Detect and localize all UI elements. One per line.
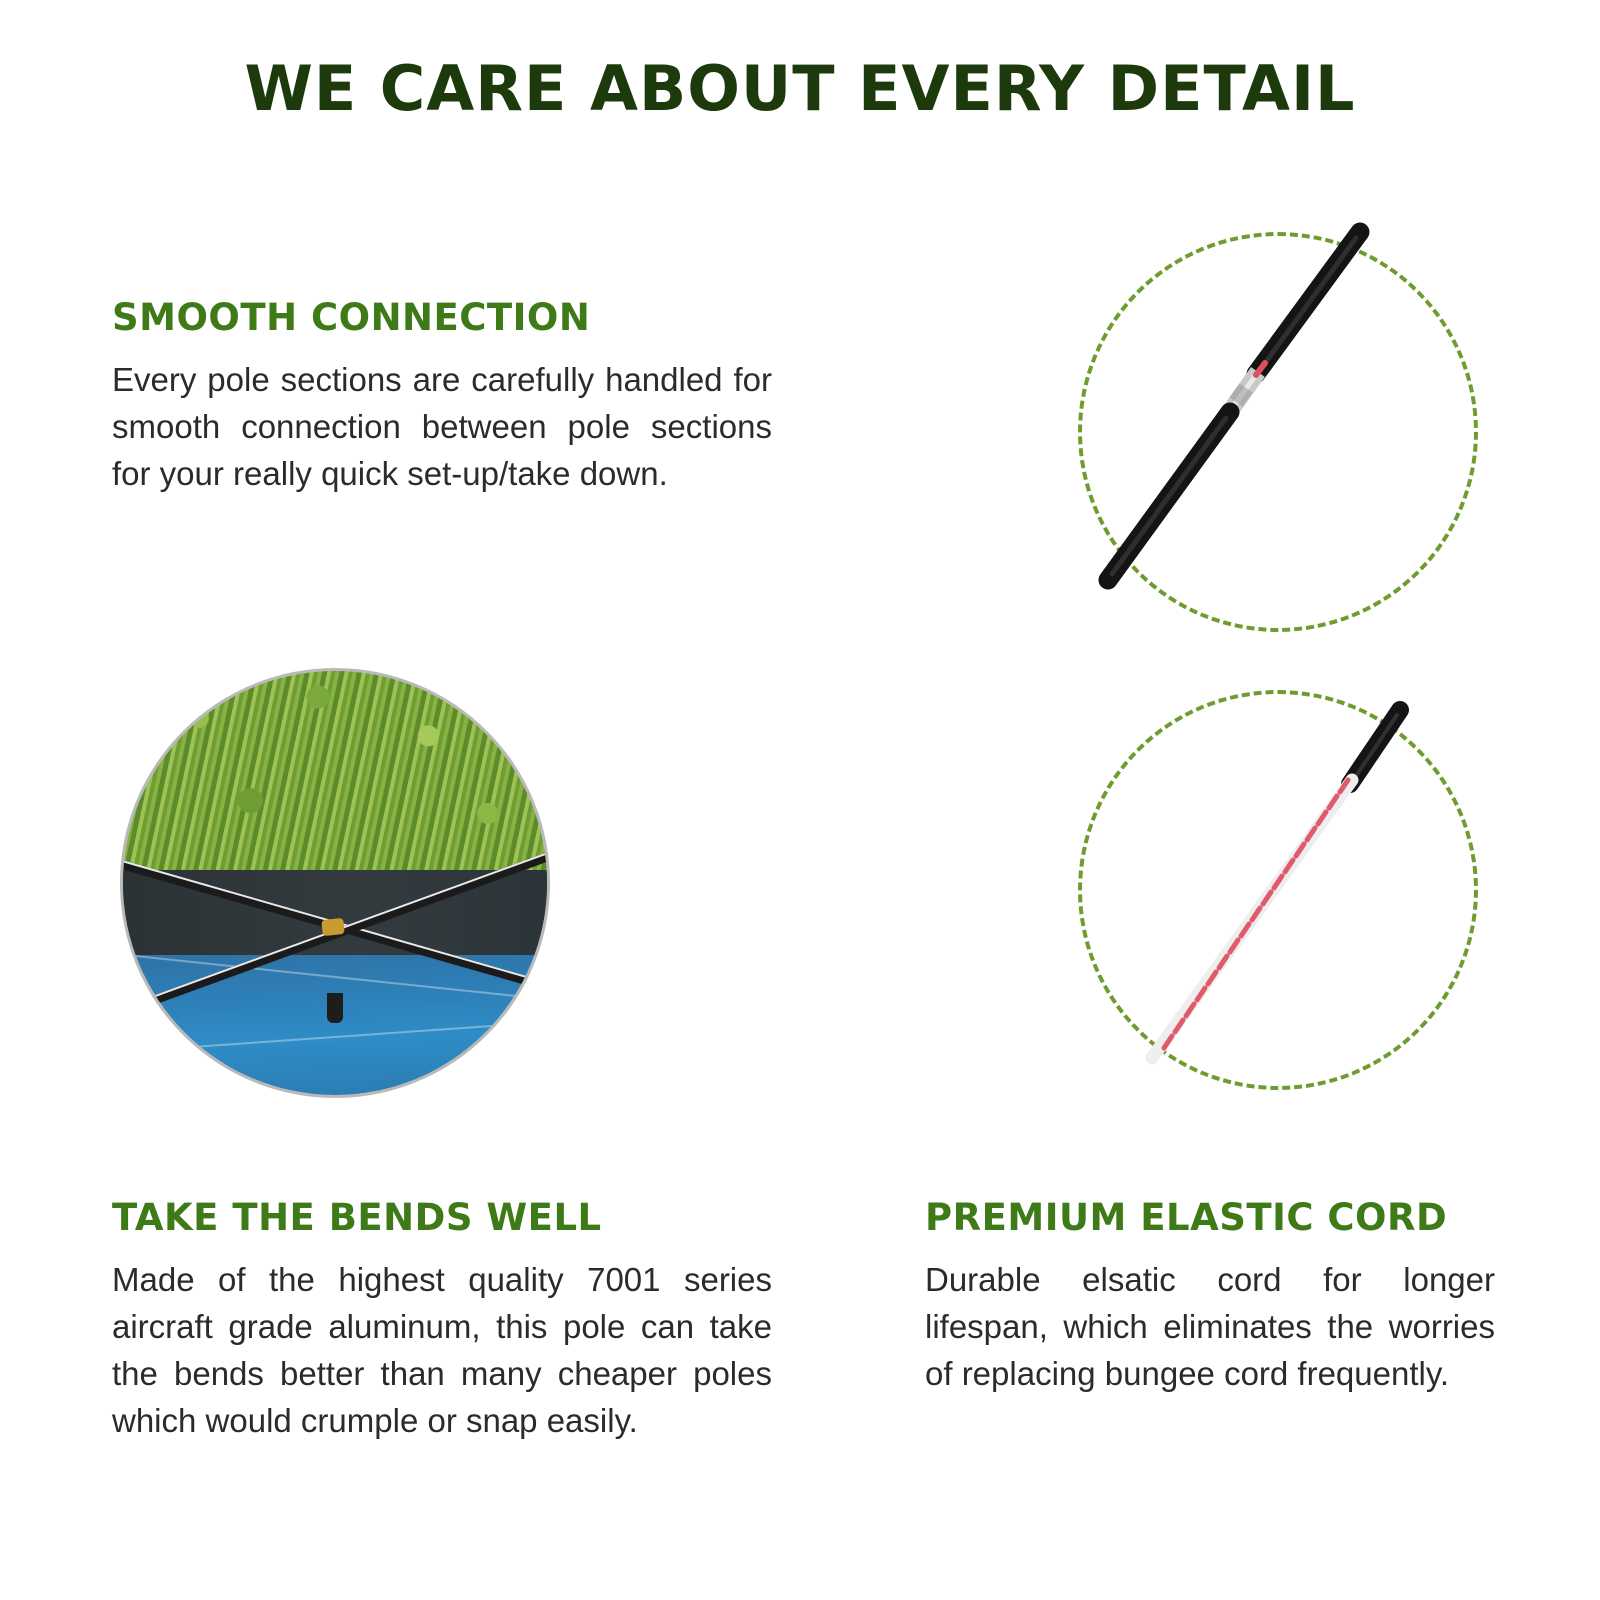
- tent-peg: [327, 993, 343, 1023]
- feature-body-premium-elastic-cord: Durable elsatic cord for longer lifespan, which eliminates the worries of replacing bungee cord frequently.: [925, 1261, 1495, 1392]
- feature-take-the-bends-well: [112, 1196, 772, 1444]
- pole-upper-segment: [1256, 232, 1360, 374]
- pole-lower-segment: [1108, 412, 1230, 580]
- pole-hub-clip: [321, 918, 345, 936]
- feature-body-smooth-connection: Every pole sections are carefully handled for smooth connection between pole sections for your really quick set-up/take down.: [112, 361, 772, 492]
- pole-connection-closeup: [1060, 222, 1490, 642]
- page-title: WE CARE ABOUT EVERY DETAIL: [244, 52, 1356, 125]
- feature-heading-take-the-bends-well: TAKE THE BENDS WELL: [112, 1196, 602, 1239]
- tent-photo: [120, 668, 550, 1098]
- grass-background: [123, 671, 547, 887]
- elastic-cord: [1152, 780, 1352, 1058]
- pole-tip: [1350, 710, 1400, 784]
- feature-heading-premium-elastic-cord: PREMIUM ELASTIC CORD: [925, 1196, 1448, 1239]
- feature-heading-smooth-connection: SMOOTH CONNECTION: [112, 296, 591, 339]
- elastic-cord-closeup: [1060, 680, 1490, 1100]
- feature-premium-elastic-cord: [925, 1196, 1495, 1398]
- feature-body-take-the-bends-well: Made of the highest quality 7001 series aircraft grade aluminum, this pole can take the bends better than many cheaper poles which would crumple or snap easily.: [112, 1261, 772, 1439]
- feature-smooth-connection: [112, 296, 772, 498]
